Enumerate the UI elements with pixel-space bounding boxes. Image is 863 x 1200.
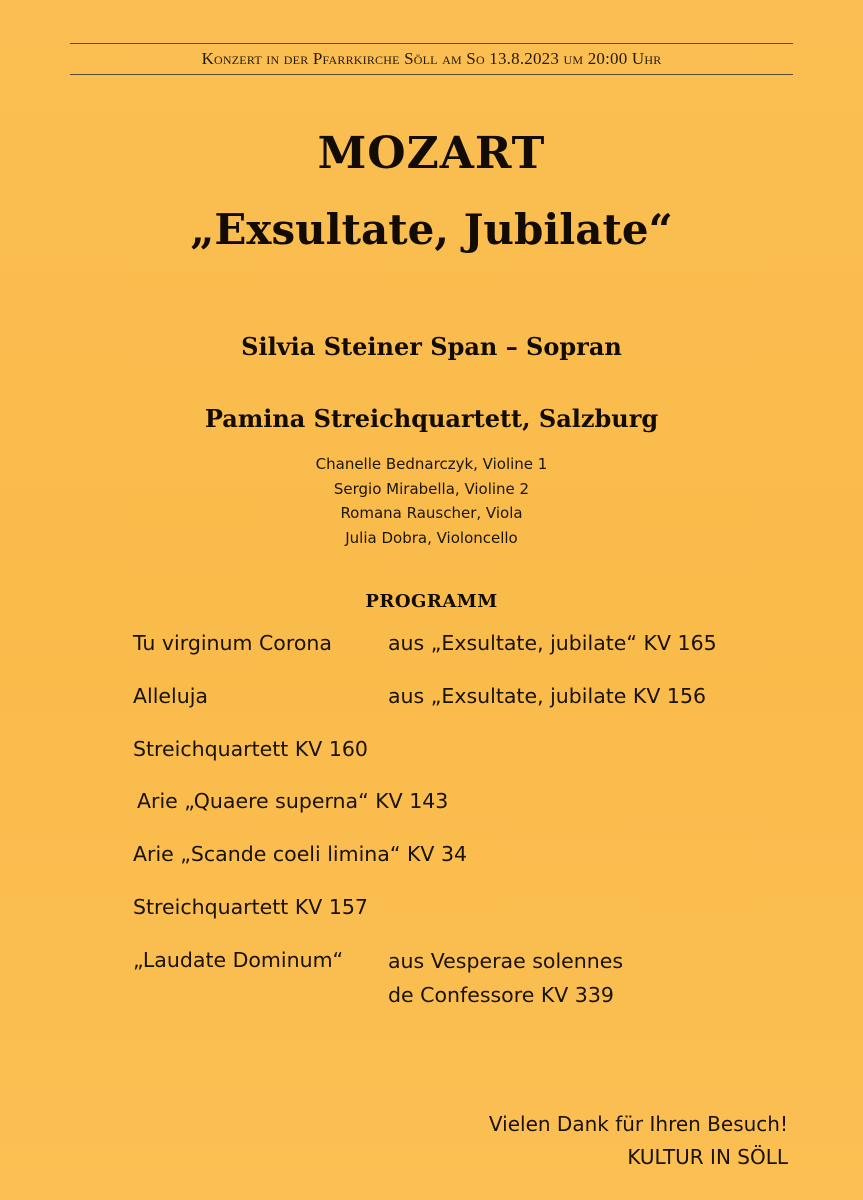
program-item [0, 631, 863, 661]
organizer-name: KULTUR IN SÖLL [627, 1145, 788, 1169]
program-piece: Alleluja [133, 684, 208, 708]
composer-title: MOZART [317, 128, 546, 179]
program-source: aus „Exsultate, jubilate“ KV 165 [388, 631, 717, 655]
program-item [0, 948, 863, 1018]
program-piece: Arie „Scande coeli limina“ KV 34 [133, 842, 468, 866]
member-item: Chanelle Bednarczyk, Violine 1 [315, 455, 548, 473]
ensemble-name: Pamina Streichquartett, Salzburg [204, 404, 659, 433]
member-item: Romana Rauscher, Viola [340, 504, 523, 522]
program-item [0, 895, 863, 925]
program-piece: Streichquartett KV 157 [133, 895, 368, 919]
concert-header-band [70, 43, 793, 75]
soloist-line: Silvia Steiner Span – Sopran [241, 332, 622, 361]
work-title: „Exsultate, Jubilate“ [190, 205, 673, 254]
program-source-line: aus Vesperae solennes [388, 949, 624, 973]
program-item [0, 684, 863, 714]
program-source: aus „Exsultate, jubilate KV 156 [388, 684, 707, 708]
program-item [0, 842, 863, 872]
program-item [0, 789, 863, 819]
ensemble-members-list [0, 452, 863, 550]
thanks-message: Vielen Dank für Ihren Besuch! [488, 1112, 788, 1136]
program-heading: PROGRAMM [365, 591, 498, 612]
member-item: Sergio Mirabella, Violine 2 [333, 479, 530, 498]
program-source [388, 944, 623, 1012]
program-source-line: de Confessore KV 339 [388, 983, 614, 1007]
program-piece: „Laudate Dominum“ [133, 948, 344, 972]
program-piece: Arie „Quaere superna“ KV 143 [137, 789, 449, 813]
program-item [0, 737, 863, 767]
member-item: Julia Dobra, Violoncello [345, 528, 518, 547]
program-piece: Streichquartett KV 160 [133, 737, 368, 761]
footer-thanks [489, 1108, 788, 1174]
concert-date-venue: Konzert in der Pfarrkirche Söll am So 13.8.2023 um 20:00 Uhr [201, 49, 662, 68]
program-piece: Tu virginum Corona [133, 631, 332, 655]
